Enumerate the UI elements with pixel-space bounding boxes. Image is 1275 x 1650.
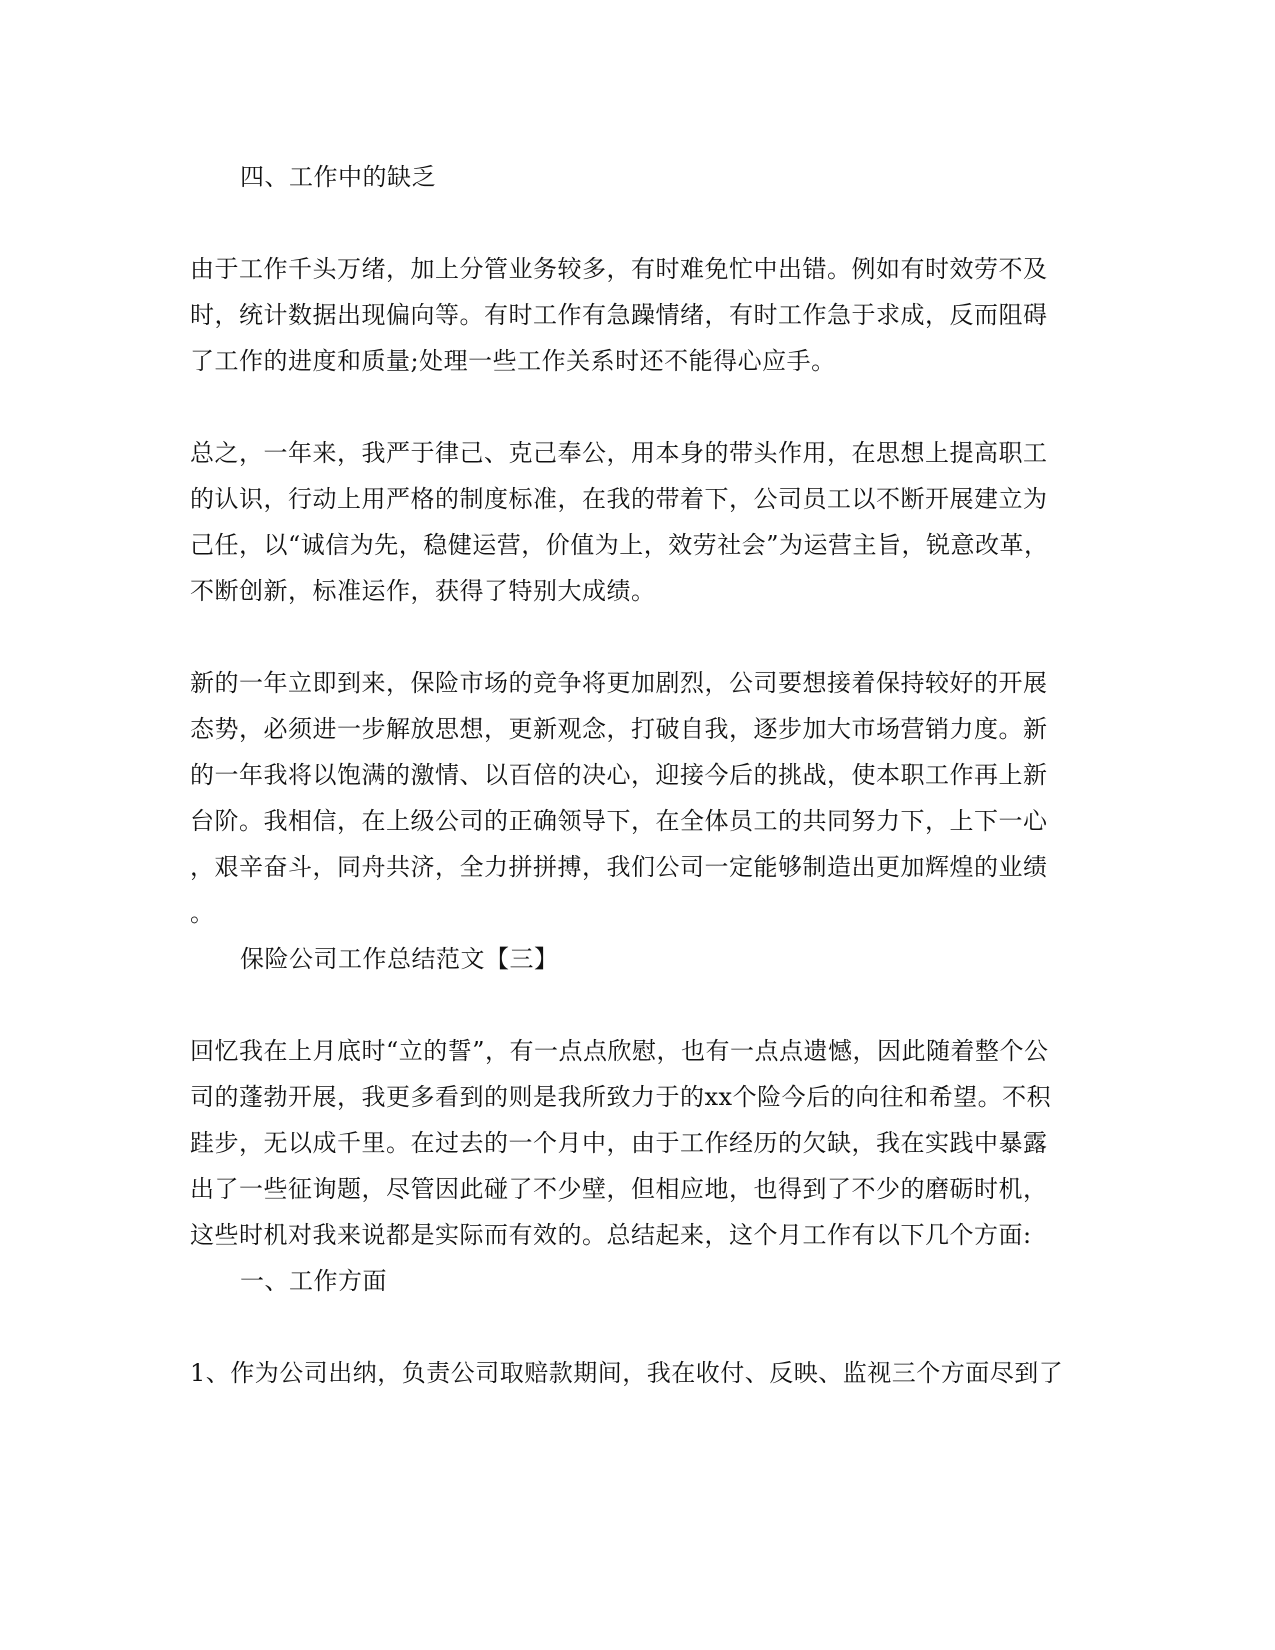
section-heading: 四、工作中的缺乏 bbox=[240, 163, 436, 191]
paragraph-line: 新的一年立即到来，保险市场的竞争将更加剧烈，公司要想接着保持较好的开展 bbox=[190, 669, 1048, 697]
paragraph-line: 台阶。我相信，在上级公司的正确领导下，在全体员工的共同努力下，上下一心 bbox=[190, 807, 1048, 835]
paragraph-line: 出了一些征询题，尽管因此碰了不少壁，但相应地，也得到了不少的磨砺时机， bbox=[190, 1175, 1048, 1203]
paragraph-line: 己任，以“诚信为先，稳健运营，价值为上，效劳社会”为运营主旨，锐意改革， bbox=[190, 531, 1049, 559]
paragraph-line: 不断创新，标准运作，获得了特别大成绩。 bbox=[190, 577, 656, 605]
paragraph-line: 总之，一年来，我严于律己、克己奉公，用本身的带头作用，在思想上提高职工 bbox=[190, 439, 1048, 467]
section-title: 保险公司工作总结范文【三】 bbox=[240, 945, 559, 973]
section-heading: 一、工作方面 bbox=[240, 1267, 387, 1295]
paragraph-line: 跬步，无以成千里。在过去的一个月中，由于工作经历的欠缺，我在实践中暴露 bbox=[190, 1129, 1048, 1157]
paragraph-line: 司的蓬勃开展，我更多看到的则是我所致力于的xx个险今后的向往和希望。不积 bbox=[190, 1083, 1052, 1111]
list-item-line: 1、作为公司出纳，负责公司取赔款期间，我在收付、反映、监视三个方面尽到了 bbox=[190, 1359, 1064, 1387]
paragraph-line: 回忆我在上月底时“立的誓”，有一点点欣慰，也有一点点遗憾，因此随着整个公 bbox=[190, 1037, 1049, 1065]
paragraph-line: 。 bbox=[190, 899, 215, 927]
paragraph-line: ，艰辛奋斗，同舟共济，全力拼拼搏，我们公司一定能够制造出更加辉煌的业绩 bbox=[190, 853, 1048, 881]
paragraph-line: 的认识，行动上用严格的制度标准，在我的带着下，公司员工以不断开展建立为 bbox=[190, 485, 1048, 513]
paragraph-line: 态势，必须进一步解放思想，更新观念，打破自我，逐步加大市场营销力度。新 bbox=[190, 715, 1048, 743]
paragraph-line: 了工作的进度和质量;处理一些工作关系时还不能得心应手。 bbox=[190, 347, 836, 375]
paragraph-line: 由于工作千头万绪，加上分管业务较多，有时难免忙中出错。例如有时效劳不及 bbox=[190, 255, 1048, 283]
paragraph-line: 的一年我将以饱满的激情、以百倍的决心，迎接今后的挑战，使本职工作再上新 bbox=[190, 761, 1048, 789]
paragraph-line: 这些时机对我来说都是实际而有效的。总结起来，这个月工作有以下几个方面: bbox=[190, 1221, 1032, 1249]
paragraph-line: 时，统计数据出现偏向等。有时工作有急躁情绪，有时工作急于求成，反而阻碍 bbox=[190, 301, 1048, 329]
